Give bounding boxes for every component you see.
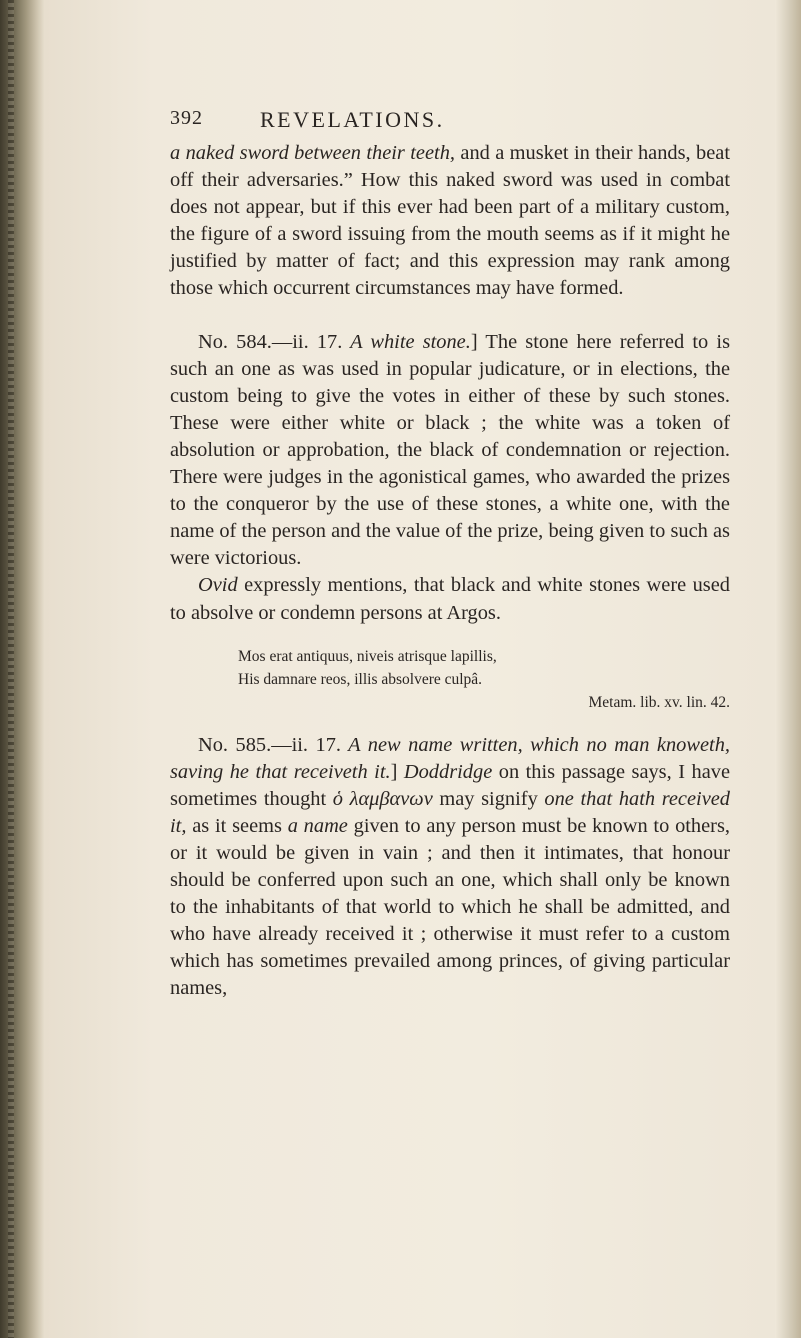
greek-phrase: ὁ λαμβανων: [332, 787, 433, 810]
paragraph-3: [170, 572, 730, 626]
paragraph-text: The stone here referred to is such an one as was used in popular judicature, or in elections, the custom being to give the votes in either of these by such stones. These were either white or black ; the white was a token of absolution or approbation, the black of condemnation or rejection. There were judges in the agonistical games, who awarded the prizes to the conqueror by the use of these stones, a white one, with the name of the person and the value of the prize, being given to such as were victorious.: [170, 330, 731, 570]
running-title: REVELATIONS.: [260, 107, 445, 132]
book-gutter: [0, 0, 44, 1338]
paragraph-4: [170, 732, 730, 1003]
paragraph-text: on this passage says, I have sometimes thought: [170, 760, 730, 810]
lemma-bracket: ]: [390, 760, 398, 783]
page-edge: [775, 0, 801, 1338]
quote-reference: Metam. lib. xv. lin. 42.: [588, 693, 730, 711]
quote-line-1: Mos erat antiquus, niveis atrisque lapillis,: [238, 647, 497, 665]
paragraph-text: may signify: [432, 787, 545, 810]
entry-ref: No. 584.—ii. 17.: [198, 330, 343, 353]
author-ovid: Ovid: [198, 574, 238, 597]
entry-lemma: A new name written, which no man knoweth, saving he that receiveth it.: [170, 733, 730, 783]
entry-lemma: A white stone.: [342, 330, 471, 353]
paragraph-2: [170, 329, 730, 573]
author-doddridge: Doddridge: [397, 760, 493, 783]
entry-ref: No. 585.—ii. 17.: [198, 733, 342, 756]
page-number: 392: [170, 107, 203, 129]
italic-phrase: one that hath received it,: [170, 787, 730, 837]
latin-quote: [170, 645, 730, 714]
italic-phrase: a name: [287, 814, 348, 837]
quote-line-2: His damnare reos, illis absolvere culpâ.: [238, 670, 483, 688]
paragraph-text: and a musket in their hands, beat off their adversaries.” How this naked sword was used in combat does not appear, but if this ever had been part of a military custom, the figure of a sword issuing from the mouth seems as if it might he justified by matter of fact; and this expression may rank among those which occurrent circumstances may have formed.: [170, 142, 730, 300]
italic-phrase: a naked sword between their teeth,: [170, 142, 455, 164]
paragraph-text: as it seems: [186, 814, 288, 837]
lemma-bracket: ]: [470, 330, 478, 353]
body-text: [170, 140, 730, 1003]
paragraph-1: [170, 140, 730, 303]
paragraph-text: given to any person must be known to others, or it would be given in vain ; and then it intimates, that honour should be conferred upon such an one, which shall only be known to the inhabitants of that world to which he shall be admitted, and who have already received it ; otherwise it must refer to a custom which has sometimes prevailed among princes, of giving particular names,: [170, 814, 730, 1000]
paragraph-text: expressly mentions, that black and white stones were used to absolve or condemn persons at Argos.: [170, 574, 730, 624]
running-head: [170, 107, 730, 137]
